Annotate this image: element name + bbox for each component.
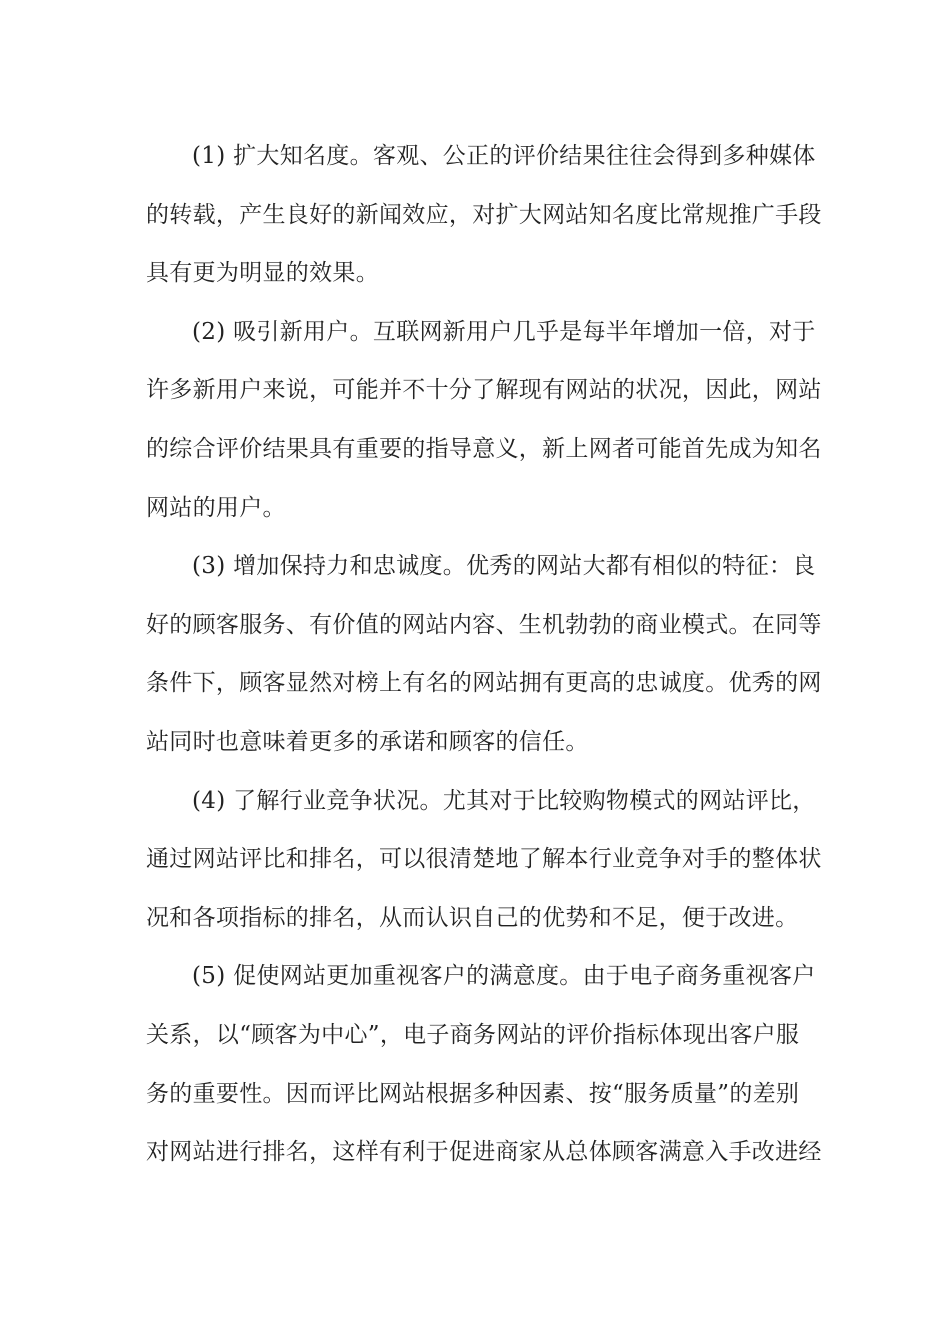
paragraph-line: 站同时也意味着更多的承诺和顾客的信任。 xyxy=(146,728,589,755)
paragraph-line: 网站的用户。 xyxy=(146,494,286,521)
paragraph-line: 对网站进行排名，这样有利于促进商家从总体顾客满意入手改进经 xyxy=(146,1139,822,1166)
paragraph-line: 务的重要性。因而评比网站根据多种因素、按“服务质量”的差别 xyxy=(146,1080,800,1107)
paragraph-line: (3) 增加保持力和忠诚度。优秀的网站大都有相似的特征：良 xyxy=(192,553,816,580)
paragraph-line: 通过网站评比和排名，可以很清楚地了解本行业竞争对手的整体状 xyxy=(146,846,822,873)
paragraph-line: 许多新用户来说，可能并不十分了解现有网站的状况，因此，网站 xyxy=(146,377,822,404)
paragraph-line: 好的顾客服务、有价值的网站内容、生机勃勃的商业模式。在同等 xyxy=(146,611,822,638)
paragraph-3 xyxy=(146,537,822,771)
paragraph-line: 具有更为明显的效果。 xyxy=(146,260,379,287)
paragraph-5 xyxy=(146,947,822,1181)
paragraph-line: (2) 吸引新用户。互联网新用户几乎是每半年增加一倍，对于 xyxy=(192,318,816,345)
paragraph-line: (1) 扩大知名度。客观、公正的评价结果往往会得到多种媒体 xyxy=(192,143,816,169)
paragraph-line: (5) 促使网站更加重视客户的满意度。由于电子商务重视客户 xyxy=(192,963,816,990)
paragraph-line: 的综合评价结果具有重要的指导意义，新上网者可能首先成为知名 xyxy=(146,435,822,462)
paragraph-4 xyxy=(146,772,822,948)
paragraph-line: (4) 了解行业竞争状况。尤其对于比较购物模式的网站评比， xyxy=(192,787,816,814)
paragraph-2 xyxy=(146,303,822,537)
paragraph-line: 关系，以“顾客为中心”，电子商务网站的评价指标体现出客户服 xyxy=(146,1021,800,1048)
body-text xyxy=(146,127,822,1182)
paragraph-line: 的转载，产生良好的新闻效应，对扩大网站知名度比常规推广手段 xyxy=(146,201,822,228)
paragraph-line: 况和各项指标的排名，从而认识自己的优势和不足，便于改进。 xyxy=(146,904,799,931)
paragraph-1 xyxy=(146,127,822,303)
paragraph-line: 条件下，顾客显然对榜上有名的网站拥有更高的忠诚度。优秀的网 xyxy=(146,670,822,697)
